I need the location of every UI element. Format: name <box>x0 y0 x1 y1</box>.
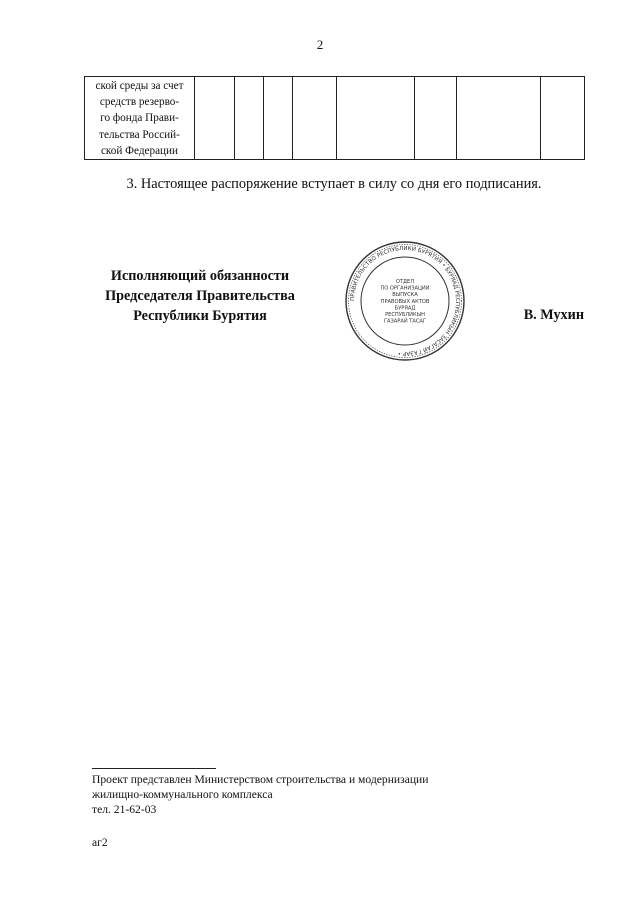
signer-title-line-3: Республики Бурятия <box>133 308 267 324</box>
cell-text-line-1: ской среды за счет <box>95 80 184 92</box>
cell-text-line-5: ской Федерации <box>100 144 179 157</box>
official-seal-icon <box>344 240 466 362</box>
table-cell <box>235 77 264 160</box>
table-cell <box>457 77 541 160</box>
table-cell <box>293 77 337 160</box>
seal-inner-line-5: БУРЯАД <box>394 305 416 312</box>
seal-inner-line-7: ГАЗАРАЙ ТАСАГ <box>383 318 427 325</box>
footnote-line-1: Проект представлен Министерством строительства и модернизации <box>92 773 429 786</box>
signer-title-line-2: Председателя Правительства <box>105 288 295 304</box>
cell-text-line-4: тельства Россий- <box>99 128 180 141</box>
seal-inner-line-2: ПО ОРГАНИЗАЦИИ <box>380 285 430 292</box>
page-number: 2 <box>316 37 324 52</box>
seal-inner-line-6: РЕСПУБЛИКЫН <box>385 312 425 318</box>
footnote-divider <box>92 768 216 769</box>
budget-table-fragment <box>84 76 585 160</box>
document-code: аг2 <box>92 836 108 849</box>
table-cell <box>337 77 415 160</box>
signer-title <box>86 266 314 326</box>
seal-ring-text: ПРАВИТЕЛЬСТВО РЕСПУБЛИКИ БУРЯТИЯ • БУРЯАД РЕСПУБЛИКЫН ЗАСАГАЙ ГАЗАР • <box>349 245 461 357</box>
cell-text-lines <box>85 77 194 159</box>
seal-inner-line-4: ПРАВОВЫХ АКТОВ <box>380 298 430 305</box>
table-cell-description <box>85 77 195 160</box>
signer-title-line-1: Исполняющий обязанности <box>110 268 290 284</box>
seal-inner-line-1: ОТДЕЛ <box>395 279 415 285</box>
seal-inner-text <box>380 279 429 325</box>
signer-name: В. Мухин <box>523 307 584 323</box>
footnote <box>92 772 428 817</box>
table-cell <box>264 77 293 160</box>
cell-text-line-3: го фонда Прави- <box>100 112 179 125</box>
footnote-line-3: тел. 21-62-03 <box>92 803 157 816</box>
table-cell <box>415 77 457 160</box>
table-cell <box>541 77 585 160</box>
clause-3: 3. Настоящее распоряжение вступает в силу со дня его подписания. <box>126 176 542 192</box>
footnote-line-2: жилищно-коммунального комплекса <box>92 788 273 801</box>
table-row <box>85 77 585 160</box>
cell-text-line-2: средств резерво- <box>99 96 180 109</box>
table-cell <box>195 77 235 160</box>
seal-inner-line-3: ВЫПУСКА <box>392 292 418 299</box>
